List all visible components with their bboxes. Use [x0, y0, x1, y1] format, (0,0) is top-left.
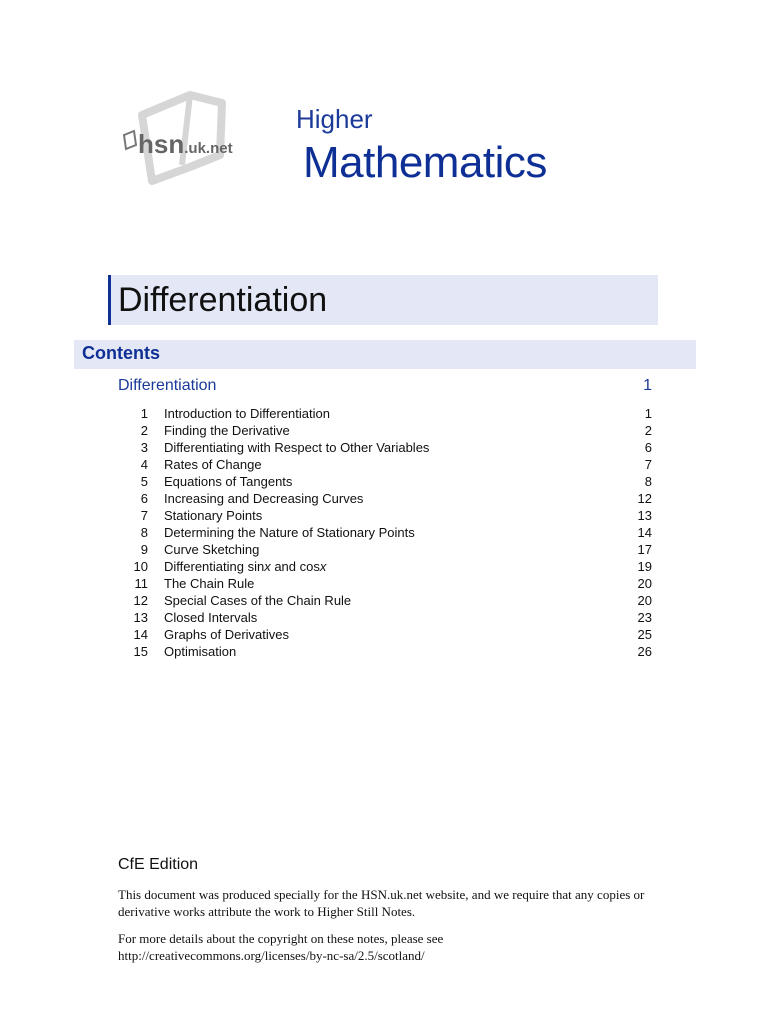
section-rule	[108, 275, 111, 325]
toc-entry[interactable]	[118, 643, 652, 660]
toc-page: 26	[637, 644, 652, 659]
toc-chapter-page: 1	[643, 377, 652, 394]
logo-brand: hsn	[138, 129, 185, 159]
toc-entry[interactable]	[118, 422, 652, 439]
toc-list	[118, 405, 652, 660]
toc-entry[interactable]	[118, 626, 652, 643]
toc-page: 20	[637, 576, 652, 591]
toc-label: Introduction to Differentiation	[164, 406, 330, 421]
toc-page: 19	[637, 559, 652, 574]
toc-num: 5	[140, 474, 148, 489]
toc-label: Special Cases of the Chain Rule	[164, 593, 352, 608]
toc-label: The Chain Rule	[164, 576, 255, 591]
toc-label-var: x	[264, 559, 271, 574]
toc-entry[interactable]	[118, 541, 652, 558]
toc-label-part: Differentiating sin	[164, 559, 265, 574]
toc-entry[interactable]	[118, 507, 652, 524]
toc-label: Finding the Derivative	[164, 423, 290, 438]
toc-entry[interactable]	[118, 456, 652, 473]
header-subtitle: Higher	[296, 104, 373, 134]
toc-label: Curve Sketching	[164, 542, 260, 557]
license-link[interactable]: http://creativecommons.org/licenses/by-nc-sa/2.5/scotland/	[118, 948, 425, 963]
toc-page: 6	[644, 440, 652, 455]
toc-label-var: x	[319, 559, 327, 574]
toc-chapter-entry[interactable]	[118, 377, 652, 399]
toc-page: 17	[637, 542, 652, 557]
toc-page: 2	[644, 423, 652, 438]
toc-page: 25	[637, 627, 652, 642]
toc-label: Differentiating with Respect to Other Variables	[164, 440, 430, 455]
toc-num: 3	[140, 440, 148, 455]
toc-entry[interactable]	[118, 439, 652, 456]
toc-entry[interactable]	[118, 524, 652, 541]
toc-num: 14	[133, 627, 148, 642]
toc-num: 12	[133, 593, 148, 608]
toc-num: 10	[133, 559, 148, 574]
attribution-paragraph: This document was produced specially for the HSN.uk.net website, and we require that any copies or derivative works attribute the work to Higher Still Notes.	[118, 887, 645, 919]
header-title: Mathematics	[303, 138, 547, 187]
section-header	[108, 275, 658, 325]
toc-page: 13	[637, 508, 652, 523]
copyright-paragraph	[118, 930, 658, 964]
copyright-text: For more details about the copyright on these notes, please see	[118, 931, 444, 946]
toc-entry[interactable]	[118, 558, 652, 575]
toc-label: Optimisation	[164, 644, 237, 659]
logo-domain: .uk.net	[184, 140, 233, 157]
toc-page: 1	[644, 406, 652, 421]
toc-num: 7	[140, 508, 148, 523]
toc-label: Determining the Nature of Stationary Points	[164, 525, 415, 540]
toc-chapter-label: Differentiation	[118, 377, 217, 394]
contents-header	[74, 340, 696, 369]
toc-num: 4	[140, 457, 148, 472]
toc-entry[interactable]	[118, 609, 652, 626]
toc-num: 2	[140, 423, 148, 438]
contents-title: Contents	[82, 343, 160, 363]
toc-label: Stationary Points	[164, 508, 263, 523]
toc-entry[interactable]	[118, 473, 652, 490]
hsn-logo[interactable]	[112, 85, 272, 195]
toc-num: 15	[133, 644, 148, 659]
toc-label: Equations of Tangents	[164, 474, 293, 489]
toc-page: 7	[644, 457, 652, 472]
toc-page: 14	[637, 525, 652, 540]
edition-label: CfE Edition	[118, 856, 199, 873]
toc-label: Closed Intervals	[164, 610, 258, 625]
toc-num: 8	[140, 525, 148, 540]
toc-entry[interactable]	[118, 405, 652, 422]
toc-num: 11	[134, 576, 148, 591]
toc-label: Graphs of Derivatives	[164, 627, 289, 642]
toc-num: 6	[140, 491, 148, 506]
toc-page: 20	[637, 593, 652, 608]
toc-page: 12	[637, 491, 652, 506]
toc-label-part: and cos	[270, 559, 320, 574]
toc-label: Rates of Change	[164, 457, 262, 472]
toc-num: 13	[133, 610, 148, 625]
toc-label	[164, 558, 326, 575]
toc-num: 1	[140, 406, 148, 421]
toc-entry[interactable]	[118, 592, 652, 609]
toc-label: Increasing and Decreasing Curves	[164, 491, 364, 506]
section-title: Differentiation	[118, 281, 328, 319]
toc-num: 9	[140, 542, 148, 557]
logo-text	[120, 129, 233, 160]
toc-entry[interactable]	[118, 490, 652, 507]
toc-entry[interactable]	[118, 575, 652, 592]
toc-page: 8	[644, 474, 652, 489]
toc-page: 23	[637, 610, 652, 625]
